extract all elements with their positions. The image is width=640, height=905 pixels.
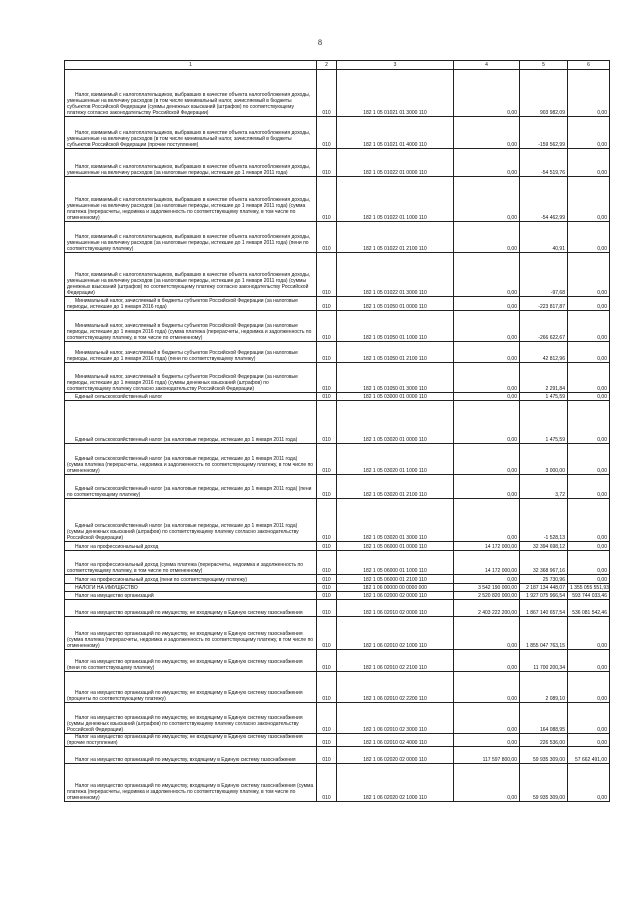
table-row bbox=[65, 149, 610, 177]
row-budget-code-cell: 182 1 06 02010 02 2100 110 bbox=[337, 650, 454, 672]
column-header: 2 bbox=[317, 61, 337, 70]
row-executed-cell: -97,68 bbox=[520, 253, 568, 297]
row-name-cell bbox=[65, 584, 317, 592]
row-name-cell bbox=[65, 617, 317, 650]
row-name-cell bbox=[65, 475, 317, 499]
row-name-cell bbox=[65, 575, 317, 584]
row-name-text: Налог, взимаемый с налогоплательщиков, выбравших в качестве объекта налогообложения доходы, уменьшенные на величину расходов (за налоговые периоды, истекшие до 1 января 2011 года) bbox=[67, 164, 311, 176]
row-executed-cell: -159 562,99 bbox=[520, 117, 568, 149]
row-budget-code-cell: 182 1 05 03020 01 1000 110 bbox=[337, 444, 454, 475]
row-approved-plan-cell: 14 172 000,00 bbox=[454, 542, 520, 551]
row-unexecuted-cell: 0,00 bbox=[568, 222, 610, 253]
row-name-text: Единый сельскохозяйственный налог bbox=[75, 394, 163, 400]
row-name-cell bbox=[65, 551, 317, 575]
row-line-code-cell: 010 bbox=[317, 363, 337, 393]
row-approved-plan-cell: 2 403 222 200,00 bbox=[454, 600, 520, 617]
row-name-text: Налог на имущество организаций по имуществу, не входящему в Единую систему газоснабжения (сумма платежа (перерасчеты, недоимка и задолженность по соответствующему платежу, в том числе по отмененному) bbox=[67, 631, 314, 649]
table-row bbox=[65, 542, 610, 551]
row-executed-cell: -54 462,99 bbox=[520, 177, 568, 222]
row-name-cell bbox=[65, 222, 317, 253]
row-name-cell bbox=[65, 401, 317, 444]
row-line-code-cell: 010 bbox=[317, 444, 337, 475]
row-name-cell bbox=[65, 764, 317, 802]
row-line-code-cell: 010 bbox=[317, 253, 337, 297]
row-executed-cell: -266 622,67 bbox=[520, 311, 568, 342]
row-budget-code-cell: 182 1 06 00000 00 0000 000 bbox=[337, 584, 454, 592]
row-approved-plan-cell: 0,00 bbox=[454, 177, 520, 222]
row-name-text: Налог, взимаемый с налогоплательщиков, выбравших в качестве объекта налогообложения доходы, уменьшенные на величину расходов (в том числе минимальный налог, зачисляемый в бюджеты субъектов Российской Федерации (прочие поступления) bbox=[67, 130, 311, 148]
table-row bbox=[65, 177, 610, 222]
row-line-code-cell: 010 bbox=[317, 393, 337, 401]
row-unexecuted-cell: 0,00 bbox=[568, 311, 610, 342]
table-row bbox=[65, 747, 610, 764]
table-row bbox=[65, 764, 610, 802]
row-name-cell bbox=[65, 253, 317, 297]
row-executed-cell: 1 855 047 763,15 bbox=[520, 617, 568, 650]
row-budget-code-cell: 182 1 06 02010 02 4000 110 bbox=[337, 734, 454, 747]
row-approved-plan-cell: 0,00 bbox=[454, 617, 520, 650]
row-budget-code-cell: 182 1 05 01022 01 0000 110 bbox=[337, 149, 454, 177]
row-name-text: Единый сельскохозяйственный налог (за налоговые периоды, истекшие до 1 января 2011 года) bbox=[75, 437, 298, 443]
row-executed-cell: 2 187 134 448,07 bbox=[520, 584, 568, 592]
column-header: 6 bbox=[568, 61, 610, 70]
row-executed-cell: 42 812,96 bbox=[520, 342, 568, 363]
table-row bbox=[65, 592, 610, 600]
row-executed-cell: 3 000,00 bbox=[520, 444, 568, 475]
row-approved-plan-cell: 0,00 bbox=[454, 672, 520, 703]
row-unexecuted-cell: 0,00 bbox=[568, 363, 610, 393]
row-name-cell bbox=[65, 650, 317, 672]
table-row bbox=[65, 551, 610, 575]
row-name-cell bbox=[65, 592, 317, 600]
row-executed-cell: 903 982,09 bbox=[520, 70, 568, 117]
row-executed-cell: 1 475,59 bbox=[520, 393, 568, 401]
row-executed-cell: 59 935 309,00 bbox=[520, 747, 568, 764]
row-line-code-cell: 010 bbox=[317, 70, 337, 117]
row-unexecuted-cell: 0,00 bbox=[568, 475, 610, 499]
row-name-text: Налог, взимаемый с налогоплательщиков, выбравших в качестве объекта налогообложения доходы, уменьшенные на величину расходов (за налоговые периоды, истекшие до 1 января 2011 года) (сумма платежа (перерасчеты, недоимка и задолженность по соответствующему платежу, в том числе по отмененному) bbox=[67, 197, 311, 221]
row-budget-code-cell: 182 1 05 01050 01 0000 110 bbox=[337, 297, 454, 311]
row-line-code-cell: 010 bbox=[317, 672, 337, 703]
row-budget-code-cell: 182 1 05 06000 01 1000 110 bbox=[337, 551, 454, 575]
row-name-text: Налог, взимаемый с налогоплательщиков, выбравших в качестве объекта налогообложения доходы, уменьшенные на величину расходов (за налоговые периоды, истекшие до 1 января 2011 года) (пени по соответствующему платежу) bbox=[67, 234, 311, 252]
row-executed-cell: 40,91 bbox=[520, 222, 568, 253]
row-line-code-cell: 010 bbox=[317, 592, 337, 600]
table-row bbox=[65, 401, 610, 444]
row-unexecuted-cell: 57 662 491,00 bbox=[568, 747, 610, 764]
row-executed-cell: 2 291,84 bbox=[520, 363, 568, 393]
row-budget-code-cell: 182 1 05 03020 01 3000 110 bbox=[337, 499, 454, 542]
row-name-cell bbox=[65, 311, 317, 342]
row-name-cell bbox=[65, 363, 317, 393]
row-budget-code-cell: 182 1 06 02010 02 0000 110 bbox=[337, 600, 454, 617]
row-name-text: Единый сельскохозяйственный налог (за налоговые периоды, истекшие до 1 января 2011 года) (сумма платежа (перерасчеты, недоимка и задолженность по соответствующему платежу, в том числе по отмененному) bbox=[67, 456, 314, 474]
row-unexecuted-cell: 0,00 bbox=[568, 499, 610, 542]
row-approved-plan-cell: 0,00 bbox=[454, 342, 520, 363]
table-row bbox=[65, 703, 610, 734]
row-line-code-cell: 010 bbox=[317, 342, 337, 363]
row-line-code-cell: 010 bbox=[317, 117, 337, 149]
row-approved-plan-cell: 0,00 bbox=[454, 117, 520, 149]
row-approved-plan-cell: 0,00 bbox=[454, 253, 520, 297]
row-executed-cell: 11 700 200,34 bbox=[520, 650, 568, 672]
table-row bbox=[65, 117, 610, 149]
table-row bbox=[65, 444, 610, 475]
column-header: 5 bbox=[520, 61, 568, 70]
row-executed-cell: 25 730,96 bbox=[520, 575, 568, 584]
row-unexecuted-cell: 0,00 bbox=[568, 393, 610, 401]
row-approved-plan-cell: 0,00 bbox=[454, 401, 520, 444]
row-executed-cell: 1 867 140 657,54 bbox=[520, 600, 568, 617]
row-approved-plan-cell: 0,00 bbox=[454, 363, 520, 393]
table-header-row bbox=[65, 61, 610, 70]
row-approved-plan-cell: 2 520 820 000,00 bbox=[454, 592, 520, 600]
row-budget-code-cell: 182 1 06 02000 02 0000 110 bbox=[337, 592, 454, 600]
table-row bbox=[65, 311, 610, 342]
row-line-code-cell: 010 bbox=[317, 551, 337, 575]
row-line-code-cell: 010 bbox=[317, 650, 337, 672]
row-line-code-cell: 010 bbox=[317, 575, 337, 584]
row-name-cell bbox=[65, 542, 317, 551]
row-line-code-cell: 010 bbox=[317, 542, 337, 551]
row-unexecuted-cell: 0,00 bbox=[568, 575, 610, 584]
row-unexecuted-cell: 0,00 bbox=[568, 444, 610, 475]
row-unexecuted-cell: 0,00 bbox=[568, 297, 610, 311]
table-row bbox=[65, 363, 610, 393]
row-name-text: Минимальный налог, зачисляемый в бюджеты субъектов Российской Федерации (за налоговые периоды, истекшие до 1 января 2016 года) (пени по соответствующему платежу) bbox=[67, 350, 298, 362]
table-row bbox=[65, 650, 610, 672]
table-row bbox=[65, 70, 610, 117]
row-line-code-cell: 010 bbox=[317, 475, 337, 499]
row-budget-code-cell: 182 1 06 02020 02 0000 110 bbox=[337, 747, 454, 764]
row-executed-cell: -223 817,87 bbox=[520, 297, 568, 311]
row-line-code-cell: 010 bbox=[317, 297, 337, 311]
row-name-text: Налог, взимаемый с налогоплательщиков, выбравших в качестве объекта налогообложения доходы, уменьшенные на величину расходов (за налоговые периоды, истекшие до 1 января 2011 года) (суммы денежных взысканий (штрафов) по соответствующему платежу согласно законодательству Российской Федерации) bbox=[67, 272, 311, 296]
column-header: 1 bbox=[65, 61, 317, 70]
row-approved-plan-cell: 0,00 bbox=[454, 650, 520, 672]
row-line-code-cell: 010 bbox=[317, 747, 337, 764]
row-approved-plan-cell: 14 172 000,00 bbox=[454, 551, 520, 575]
row-budget-code-cell: 182 1 05 01022 01 2100 110 bbox=[337, 222, 454, 253]
row-line-code-cell: 010 bbox=[317, 499, 337, 542]
table-row bbox=[65, 393, 610, 401]
row-name-cell bbox=[65, 734, 317, 747]
row-unexecuted-cell: 0,00 bbox=[568, 764, 610, 802]
page-number: 8 bbox=[318, 38, 322, 47]
row-line-code-cell: 010 bbox=[317, 401, 337, 444]
row-line-code-cell: 010 bbox=[317, 149, 337, 177]
row-approved-plan-cell: 0,00 bbox=[454, 703, 520, 734]
row-executed-cell: 3,72 bbox=[520, 475, 568, 499]
row-executed-cell: 1 475,59 bbox=[520, 401, 568, 444]
row-unexecuted-cell: 0,00 bbox=[568, 342, 610, 363]
row-name-text: Минимальный налог, зачисляемый в бюджеты субъектов Российской Федерации (за налоговые периоды, истекшие до 1 января 2016 года) bbox=[67, 298, 298, 310]
row-budget-code-cell: 182 1 05 01050 01 2100 110 bbox=[337, 342, 454, 363]
row-budget-code-cell: 182 1 05 01050 01 1000 110 bbox=[337, 311, 454, 342]
row-executed-cell: 32 368 967,16 bbox=[520, 551, 568, 575]
row-unexecuted-cell: 0,00 bbox=[568, 551, 610, 575]
row-approved-plan-cell: 0,00 bbox=[454, 734, 520, 747]
row-unexecuted-cell: 0,00 bbox=[568, 177, 610, 222]
row-budget-code-cell: 182 1 05 06000 01 0000 110 bbox=[337, 542, 454, 551]
table-row bbox=[65, 734, 610, 747]
row-executed-cell: -1 528,13 bbox=[520, 499, 568, 542]
row-budget-code-cell: 182 1 05 06000 01 2100 110 bbox=[337, 575, 454, 584]
row-name-cell bbox=[65, 499, 317, 542]
row-name-cell bbox=[65, 747, 317, 764]
row-name-text: Налог на профессиональный доход (пени по соответствующему платежу) bbox=[75, 577, 248, 583]
row-name-text: Налог на имущество организаций по имуществу, входящему в Единую систему газоснабжения bbox=[75, 757, 296, 763]
row-name-text: Налог на имущество организаций по имуществу, не входящему в Единую систему газоснабжения (суммы денежных взысканий (штрафов) по соответствующему платежу согласно законодательству Российской Федерации) bbox=[67, 715, 303, 733]
row-name-text: Налог на имущество организаций по имуществу, не входящему в Единую систему газоснабжения bbox=[75, 610, 303, 616]
row-approved-plan-cell: 0,00 bbox=[454, 475, 520, 499]
row-line-code-cell: 010 bbox=[317, 311, 337, 342]
row-unexecuted-cell: 536 081 542,46 bbox=[568, 600, 610, 617]
row-executed-cell: 164 088,95 bbox=[520, 703, 568, 734]
table-row bbox=[65, 342, 610, 363]
row-approved-plan-cell: 0,00 bbox=[454, 222, 520, 253]
row-line-code-cell: 010 bbox=[317, 734, 337, 747]
table-row bbox=[65, 475, 610, 499]
row-name-text: Налог на имущество организаций по имуществу, не входящему в Единую систему газоснабжения (пени по соответствующему платежу) bbox=[67, 659, 303, 671]
table-row bbox=[65, 297, 610, 311]
row-name-cell bbox=[65, 672, 317, 703]
row-budget-code-cell: 182 1 05 03000 01 0000 110 bbox=[337, 393, 454, 401]
row-approved-plan-cell: 0,00 bbox=[454, 575, 520, 584]
row-line-code-cell: 010 bbox=[317, 600, 337, 617]
row-name-cell bbox=[65, 703, 317, 734]
row-unexecuted-cell: 0,00 bbox=[568, 70, 610, 117]
row-name-text: Единый сельскохозяйственный налог (за налоговые периоды, истекшие до 1 января 2011 года) (суммы денежных взысканий (штрафов) по соответствующему платежу согласно законодательству Российской Федерации) bbox=[67, 523, 299, 541]
row-name-cell bbox=[65, 342, 317, 363]
row-approved-plan-cell: 0,00 bbox=[454, 311, 520, 342]
table-row bbox=[65, 222, 610, 253]
table-row bbox=[65, 617, 610, 650]
row-budget-code-cell: 182 1 05 01022 01 3000 110 bbox=[337, 253, 454, 297]
row-name-text: Налог на имущество организаций по имуществу, не входящему в Единую систему газоснабжения (проценты по соответствующему платежу) bbox=[67, 690, 303, 702]
row-unexecuted-cell: 0,00 bbox=[568, 617, 610, 650]
row-unexecuted-cell: 0,00 bbox=[568, 734, 610, 747]
row-executed-cell: -54 519,76 bbox=[520, 149, 568, 177]
row-approved-plan-cell: 0,00 bbox=[454, 764, 520, 802]
row-unexecuted-cell: 0,00 bbox=[568, 703, 610, 734]
row-executed-cell: 1 927 075 966,54 bbox=[520, 592, 568, 600]
row-line-code-cell: 010 bbox=[317, 584, 337, 592]
row-executed-cell: 32 394 698,12 bbox=[520, 542, 568, 551]
row-unexecuted-cell: 593 744 033,46 bbox=[568, 592, 610, 600]
row-budget-code-cell: 182 1 05 01022 01 1000 110 bbox=[337, 177, 454, 222]
row-unexecuted-cell: 0,00 bbox=[568, 253, 610, 297]
row-unexecuted-cell: 0,00 bbox=[568, 650, 610, 672]
row-budget-code-cell: 182 1 05 01021 01 3000 110 bbox=[337, 70, 454, 117]
row-budget-code-cell: 182 1 06 02010 02 3000 110 bbox=[337, 703, 454, 734]
row-budget-code-cell: 182 1 05 01021 01 4000 110 bbox=[337, 117, 454, 149]
row-budget-code-cell: 182 1 05 01050 01 3000 110 bbox=[337, 363, 454, 393]
row-name-cell bbox=[65, 600, 317, 617]
row-approved-plan-cell: 0,00 bbox=[454, 149, 520, 177]
row-unexecuted-cell: 0,00 bbox=[568, 149, 610, 177]
row-approved-plan-cell: 0,00 bbox=[454, 70, 520, 117]
row-name-text: Налог на профессиональный доход bbox=[75, 544, 159, 550]
table-row bbox=[65, 672, 610, 703]
row-approved-plan-cell: 0,00 bbox=[454, 444, 520, 475]
row-approved-plan-cell: 0,00 bbox=[454, 393, 520, 401]
row-name-text: Единый сельскохозяйственный налог (за налоговые периоды, истекшие до 1 января 2011 года) (пени по соответствующему платежу) bbox=[67, 486, 312, 498]
row-line-code-cell: 010 bbox=[317, 222, 337, 253]
row-name-cell bbox=[65, 297, 317, 311]
row-name-text: НАЛОГИ НА ИМУЩЕСТВО bbox=[75, 585, 138, 591]
row-name-text: Налог, взимаемый с налогоплательщиков, выбравших в качестве объекта налогообложения доходы, уменьшенные на величину расходов (в том числе минимальный налог, зачисляемый в бюджеты субъектов Российской Федерации (суммы денежных взысканий (штрафов) по соответствующему платежу согласно законодательству Российской Федерации) bbox=[67, 92, 311, 116]
row-executed-cell: 59 935 309,00 bbox=[520, 764, 568, 802]
row-budget-code-cell: 182 1 06 02020 02 1000 110 bbox=[337, 764, 454, 802]
row-approved-plan-cell: 0,00 bbox=[454, 499, 520, 542]
row-line-code-cell: 010 bbox=[317, 764, 337, 802]
row-unexecuted-cell: 0,00 bbox=[568, 672, 610, 703]
row-line-code-cell: 010 bbox=[317, 177, 337, 222]
row-executed-cell: 226 536,00 bbox=[520, 734, 568, 747]
row-approved-plan-cell: 117 597 800,00 bbox=[454, 747, 520, 764]
table-row bbox=[65, 584, 610, 592]
row-unexecuted-cell: 1 355 055 551,93 bbox=[568, 584, 610, 592]
row-name-text: Налог на имущество организаций bbox=[75, 593, 154, 599]
row-name-text: Минимальный налог, зачисляемый в бюджеты субъектов Российской Федерации (за налоговые периоды, истекшие до 1 января 2016 года) (суммы денежных взысканий (штрафов) по соответствующему платежу согласно законодательству Российской Федерации) bbox=[67, 374, 298, 392]
row-name-cell bbox=[65, 70, 317, 117]
row-unexecuted-cell: 0,00 bbox=[568, 542, 610, 551]
column-header: 3 bbox=[337, 61, 454, 70]
table-row bbox=[65, 499, 610, 542]
row-name-cell bbox=[65, 393, 317, 401]
row-name-text: Налог на профессиональный доход (сумма платежа (перерасчеты, недоимка и задолженность по соответствующему платежу, в том числе по отмененному) bbox=[67, 562, 304, 574]
row-approved-plan-cell: 3 542 190 000,00 bbox=[454, 584, 520, 592]
row-name-cell bbox=[65, 117, 317, 149]
row-approved-plan-cell: 0,00 bbox=[454, 297, 520, 311]
row-name-text: Налог на имущество организаций по имуществу, входящему в Единую систему газоснабжения (сумма платежа (перерасчеты, недоимка и задолженность по соответствующему платежу, в том числе по отмененному) bbox=[67, 783, 314, 801]
revenue-table bbox=[64, 60, 610, 802]
column-header: 4 bbox=[454, 61, 520, 70]
row-line-code-cell: 010 bbox=[317, 703, 337, 734]
row-budget-code-cell: 182 1 05 03020 01 2100 110 bbox=[337, 475, 454, 499]
row-budget-code-cell: 182 1 05 03020 01 0000 110 bbox=[337, 401, 454, 444]
table-row bbox=[65, 253, 610, 297]
row-name-text: Минимальный налог, зачисляемый в бюджеты субъектов Российской Федерации (за налоговые периоды, истекшие до 1 января 2016 года) (сумма платежа (перерасчеты, недоимка и задолженность по соответствующему платежу, в том числе по отмененному) bbox=[67, 323, 312, 341]
row-budget-code-cell: 182 1 06 02010 02 1000 110 bbox=[337, 617, 454, 650]
row-budget-code-cell: 182 1 06 02010 02 2200 110 bbox=[337, 672, 454, 703]
table-row bbox=[65, 575, 610, 584]
row-name-cell bbox=[65, 444, 317, 475]
table-row bbox=[65, 600, 610, 617]
row-unexecuted-cell: 0,00 bbox=[568, 117, 610, 149]
row-name-cell bbox=[65, 149, 317, 177]
row-unexecuted-cell: 0,00 bbox=[568, 401, 610, 444]
row-executed-cell: 2 089,10 bbox=[520, 672, 568, 703]
row-name-text: Налог на имущество организаций по имуществу, не входящему в Единую систему газоснабжения (прочие поступления) bbox=[67, 734, 303, 746]
row-line-code-cell: 010 bbox=[317, 617, 337, 650]
table-body bbox=[65, 70, 610, 802]
row-name-cell bbox=[65, 177, 317, 222]
